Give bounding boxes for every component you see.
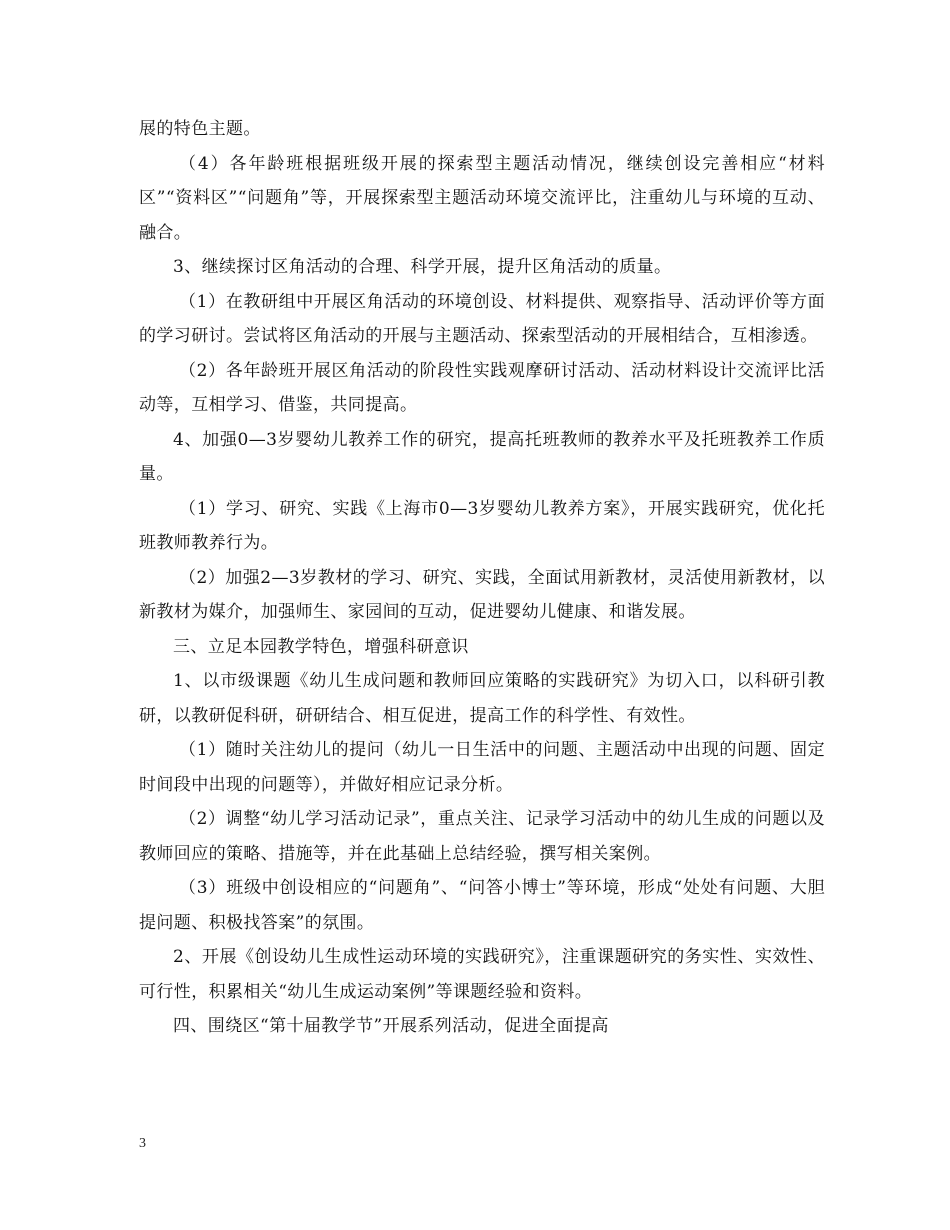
paragraph: （2）加强2—3岁教材的学习、研究、实践，全面试用新教材，灵活使用新教材，以新教材为媒介，加强师生、家园间的互动，促进婴幼儿健康、和谐发展。 [139,567,825,622]
paragraph: （3）班级中创设相应的“问题角”、“问答小博士”等环境，形成“处处有问题、大胆提问题、积极找答案”的氛围。 [139,878,825,933]
page-number: 3 [139,1136,146,1151]
chapter-heading: 四、围绕区“第十届教学节”开展系列活动，促进全面提高 [173,1016,609,1036]
section-heading: 4、加强0—3岁婴幼儿教养工作的研究，提高托班教师的教养水平及托班教养工作质量。 [139,429,825,484]
paragraph: （1）学习、研究、实践《上海市0—3岁婴幼儿教养方案》，开展实践研究，优化托班教师教养行为。 [139,498,825,553]
paragraph: （4）各年龄班根据班级开展的探索型主题活动情况，继续创设完善相应“材料区”“资料区”“问题角”等，开展探索型主题活动环境交流评比，注重幼儿与环境的互动、融合。 [139,153,825,243]
paragraph: （1）在教研组中开展区角活动的环境创设、材料提供、观察指导、活动评价等方面的学习研讨。尝试将区角活动的开展与主题活动、探索型活动的开展相结合，互相渗透。 [139,291,825,346]
paragraph: （2）调整“幼儿学习活动记录”，重点关注、记录学习活动中的幼儿生成的问题以及教师回应的策略、措施等，并在此基础上总结经验，撰写相关案例。 [139,809,825,864]
paragraph: （1）随时关注幼儿的提问（幼儿一日生活中的问题、主题活动中出现的问题、固定时间段中出现的问题等），并做好相应记录分析。 [139,740,825,795]
paragraph: 展的特色主题。 [139,119,261,139]
paragraph: （2）各年龄班开展区角活动的阶段性实践观摩研讨活动、活动材料设计交流评比活动等，互相学习、借鉴，共同提高。 [139,360,825,415]
section-heading: 2、开展《创设幼儿生成性运动环境的实践研究》，注重课题研究的务实性、实效性、可行性，积累相关“幼儿生成运动案例”等课题经验和资料。 [139,947,825,1002]
section-heading: 3、继续探讨区角活动的合理、科学开展，提升区角活动的质量。 [173,257,672,277]
section-heading: 1、以市级课题《幼儿生成问题和教师回应策略的实践研究》为切入口，以科研引教研，以教研促科研，研研结合、相互促进，提高工作的科学性、有效性。 [139,671,825,726]
chapter-heading: 三、立足本园教学特色，增强科研意识 [173,636,469,657]
document-body [139,112,825,1044]
